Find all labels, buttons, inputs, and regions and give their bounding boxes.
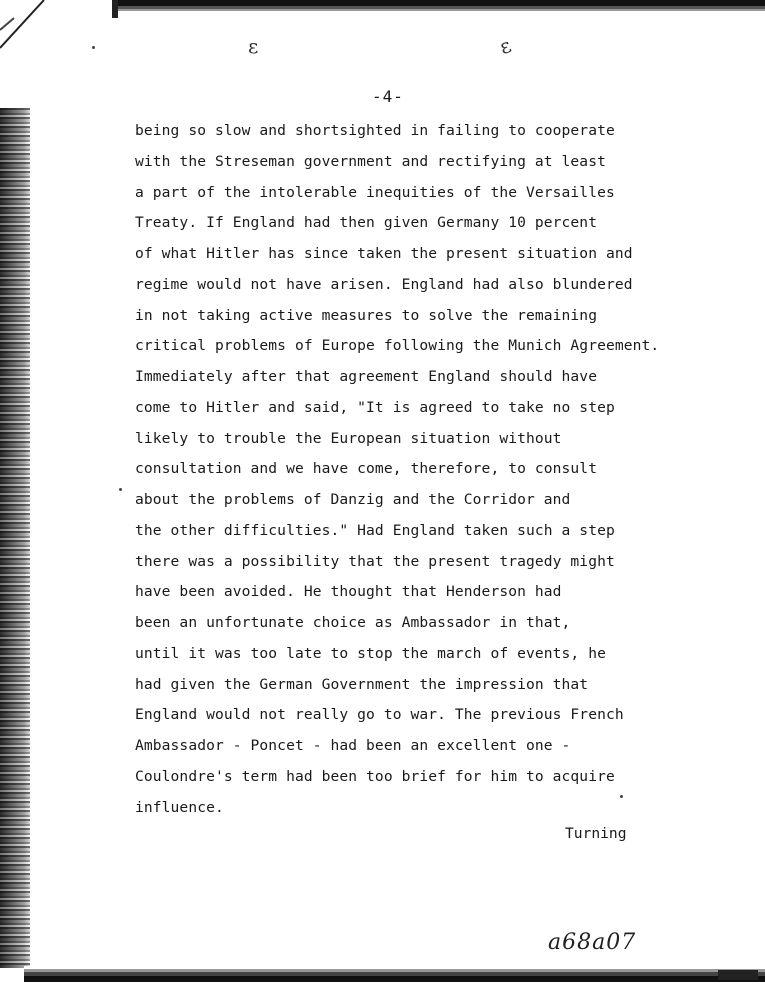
text-line: the other difficulties." Had England taken such a step: [135, 521, 615, 539]
text-line: of what Hitler has since taken the present situation and: [135, 245, 633, 262]
scan-speck: [620, 795, 623, 798]
scan-bottom-edge: [24, 966, 765, 982]
text-line: had given the German Government the impression that: [135, 675, 589, 693]
catchword: Turning: [565, 825, 627, 842]
scan-top-edge-tab: [112, 0, 118, 18]
handwritten-document-id: a68a07: [548, 930, 637, 955]
scan-speck: [92, 46, 95, 49]
text-line: with the Streseman government and rectifying at least: [135, 152, 606, 170]
scan-top-edge: [115, 0, 765, 14]
text-line: been an unfortunate choice as Ambassador in that,: [135, 614, 571, 631]
body-text: [135, 116, 695, 823]
text-line: influence.: [135, 798, 224, 816]
text-line: about the problems of Danzig and the Corridor and: [135, 491, 571, 508]
scan-left-edge: [0, 108, 30, 968]
text-line: England would not really go to war. The previous French: [135, 706, 624, 724]
scan-bottom-mark: [718, 970, 758, 980]
scan-corner-mark: [0, 0, 60, 60]
text-line: have been avoided. He thought that Henderson had: [135, 583, 562, 601]
text-line: consultation and we have come, therefore, to consult: [135, 460, 598, 478]
text-line: Coulondre's term had been too brief for him to acquire: [135, 767, 615, 785]
text-line: critical problems of Europe following the Munich Agreement.: [135, 337, 660, 355]
text-line: Treaty. If England had then given Germany 10 percent: [135, 214, 598, 232]
text-line: come to Hitler and said, "It is agreed to take no step: [135, 398, 615, 416]
text-line: Ambassador - Poncet - had been an excellent one -: [135, 737, 571, 754]
scan-speck: [119, 488, 122, 491]
watermark-squiggle-left-icon: ε: [248, 34, 259, 58]
text-line: Immediately after that agreement England should have: [135, 368, 598, 385]
page-number: -4-: [372, 87, 404, 106]
text-line: regime would not have arisen. England had also blundered: [135, 275, 633, 293]
text-line: in not taking active measures to solve the remaining: [135, 306, 598, 324]
text-line: a part of the intolerable inequities of the Versailles: [135, 183, 615, 201]
watermark-squiggle-right-icon: ε: [496, 32, 515, 60]
text-line: until it was too late to stop the march of events, he: [135, 644, 606, 662]
text-line: likely to trouble the European situation without: [135, 429, 562, 447]
text-line: there was a possibility that the present tragedy might: [135, 552, 615, 570]
text-line: being so slow and shortsighted in failing to cooperate: [135, 122, 615, 139]
